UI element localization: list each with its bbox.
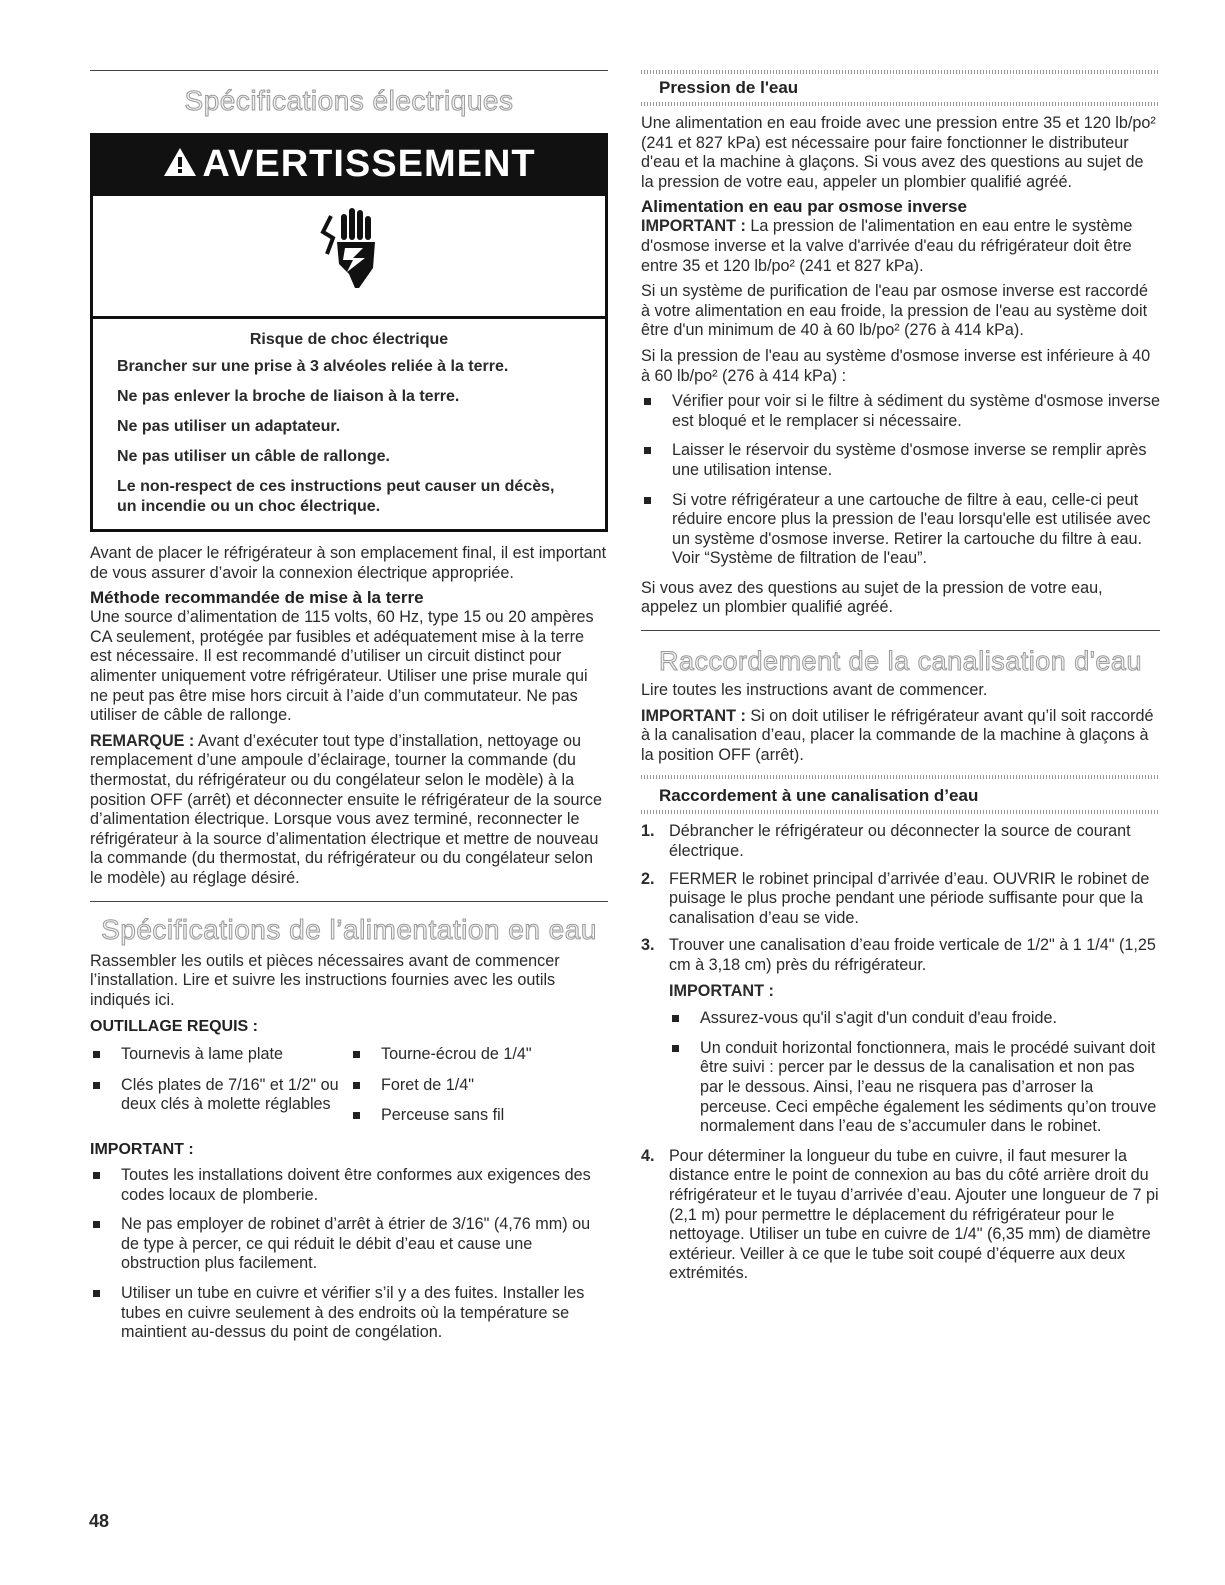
important-item: Ne pas employer de robinet d’arrêt à étrier de 3/16" (4,76 mm) ou de type à percer, ce qui réduit le débit d’eau et cause une obstruction plus facilement. xyxy=(90,1215,608,1274)
step3-important-label: IMPORTANT : xyxy=(669,981,774,1000)
pressure-text: Une alimentation en eau froide avec une pression entre 35 et 120 lb/po² (241 et 827 kPa) est nécessaire pour faire fonctionner le distributeur d'eau et la machine à glaçons. Si vous avez des questions au sujet de la pression de votre eau, appeler un plombier qualifié agréé. xyxy=(641,114,1156,191)
ro-paragraph: Si la pression de l'eau au système d'osmose inverse est inférieure à 40 à 60 lb/po² (276 à 414 kPa) : xyxy=(641,346,1151,385)
water-intro: Rassembler les outils et pièces nécessaires avant de commencer l’installation. Lire et suivre les instructions fournies avec les outils indiqués ici. xyxy=(90,951,560,1009)
warning-header-label: AVERTISSEMENT xyxy=(202,143,536,185)
tools-column xyxy=(90,1045,350,1137)
tool-item: Clés plates de 7/16" et 1/2" ou deux clés à molette réglables xyxy=(90,1076,350,1115)
important-item: Toutes les installations doivent être conformes aux exigences des codes locaux de plomberie. xyxy=(90,1166,608,1205)
step3-list xyxy=(669,1009,1160,1137)
ro-paragraph: Si un système de purification de l'eau par osmose inverse est raccordé à votre alimentation en eau froide, la pression de l'eau au système doit être d'un minimum de 40 à 60 lb/po² (276 à 414 kPa). xyxy=(641,282,1148,340)
connection-intro: Lire toutes les instructions avant de commencer. xyxy=(641,681,988,700)
step-item xyxy=(641,870,1160,929)
step-text: Pour déterminer la longueur du tube en cuivre, il faut mesurer la distance entre le point de connexion au bas du côté arrière droit du réfrigérateur et le tuyau d’arrivée d’eau. Ajouter une longueur de 7 pi (2,1 m) pour permettre le déplacement du réfrigérateur pour le nettoyage. Utiliser un tube en cuivre de 1/4" (6,35 mm) de diamètre extérieur. Veiller à ce que le tube soit coupé d’équerre aux deux extrémités. xyxy=(669,1146,1159,1283)
step-number: 1. xyxy=(641,822,655,841)
step-number: 3. xyxy=(641,936,655,955)
ro-item: Laisser le réservoir du système d'osmose inverse se remplir après une utilisation intense. xyxy=(641,441,1160,480)
important-heading: IMPORTANT : xyxy=(90,1141,194,1159)
water-specs-title: Spécifications de l’alimentation en eau xyxy=(101,913,597,945)
section-rule xyxy=(641,630,1160,631)
electrical-intro: Avant de placer le réfrigérateur à son emplacement final, il est important de vous assurer d’avoir la connexion électrique appropriée. xyxy=(90,544,607,582)
tools-list xyxy=(90,1045,608,1137)
ro-important-label: IMPORTANT : xyxy=(641,217,746,236)
step-item xyxy=(641,822,1160,861)
connection-subheading: Raccordement à une canalisation d’eau xyxy=(659,786,979,806)
tool-item: Tournevis à lame plate xyxy=(90,1045,350,1065)
ground-heading: Méthode recommandée de mise à la terre xyxy=(90,588,424,608)
step-text: Trouver une canalisation d’eau froide verticale de 1/2" à 1 1/4" (1,25 cm à 3,18 cm) près du réfrigérateur. xyxy=(669,936,1156,974)
warning-title: Risque de choc électrique xyxy=(249,331,449,348)
step3-item: Un conduit horizontal fonctionnera, mais le procédé suivant doit être suivi : percer par le dessus de la canalisation et non pas par le dessous. Ainsi, l’eau ne risquera pas d’arroser la perceuse. Ceci empêche également les sédiments qu’on trouve normalement dans l’eau de s’accumuler dans le robinet. xyxy=(669,1039,1160,1137)
electric-shock-icon xyxy=(93,196,605,319)
ro-item: Vérifier pour voir si le filtre à sédiment du système d'osmose inverse est bloqué et le remplacer si nécessaire. xyxy=(641,392,1160,431)
ro-important-text: La pression de l'alimentation en eau entre le système d'osmose inverse et la valve d'arrivée d'eau du réfrigérateur doit être entre 35 et 120 lb/po² (241 et 827 kPa). xyxy=(641,217,1133,275)
warning-text xyxy=(93,319,605,529)
section-rule xyxy=(90,70,608,71)
warning-line: Le non-respect de ces instructions peut causer un décès, un incendie ou un choc électrique. xyxy=(117,478,555,515)
tool-item: Tourne-écrou de 1/4" xyxy=(350,1045,608,1065)
electrical-specs-title: Spécifications électriques xyxy=(184,85,514,116)
step-text: Débrancher le réfrigérateur ou déconnecter la source de courant électrique. xyxy=(669,822,1131,861)
step-number: 4. xyxy=(641,1146,655,1165)
warning-triangle-icon xyxy=(162,142,198,190)
page-number: 48 xyxy=(89,1511,110,1531)
ground-text: Une source d’alimentation de 115 volts, 60 Hz, type 15 ou 20 ampères CA seulement, protégée par fusibles et adéquatement mise à la terre est nécessaire. Il est recommandé d’utiliser un circuit distinct pour alimenter uniquement votre réfrigérateur. Utiliser une prise murale qui ne peut pas être mise hors circuit à l’aide d’un commutateur. Ne pas utiliser de câble de rallonge. xyxy=(90,608,594,725)
tool-item: Perceuse sans fil xyxy=(350,1106,608,1126)
connection-important-label: IMPORTANT : xyxy=(641,706,746,725)
important-item: Utiliser un tube en cuivre et vérifier s’il y a des fuites. Installer les tubes en cuivre seulement à des endroits où la température se maintient au-dessus du point de congélation. xyxy=(90,1284,608,1343)
note-text: Avant d’exécuter tout type d’installation, nettoyage ou remplacement d’une ampoule d’éclairage, tourner la commande (du thermostat, du réfrigérateur ou du congélateur selon le modèle) à la position OFF (arrêt) et déconnecter ensuite le réfrigérateur de la source d’alimentation électrique. Lorsque vous avez terminé, reconnecter le réfrigérateur à la source d’alimentation électrique et mettre de nouveau la commande (du thermostat, du réfrigérateur ou du congélateur selon le modèle) au réglage désiré. xyxy=(90,731,602,887)
warning-line: Ne pas utiliser un adaptateur. xyxy=(117,418,341,435)
hatch-rule xyxy=(641,102,1160,106)
warning-line: Ne pas utiliser un câble de rallonge. xyxy=(117,448,390,465)
section-rule xyxy=(90,901,608,902)
ro-important xyxy=(641,217,1160,276)
hatch-rule xyxy=(641,810,1160,814)
step3-item: Assurez-vous qu'il s'agit d'un conduit d'eau froide. xyxy=(669,1009,1160,1029)
connection-title: Raccordement de la canalisation d'eau xyxy=(659,646,1142,677)
ro-paragraph: Si vous avez des questions au sujet de la pression de votre eau, appelez un plombier qualifié agréé. xyxy=(641,578,1103,617)
connection-important-text: Si on doit utiliser le réfrigérateur avant qu’il soit raccordé à la canalisation d’eau, placer la commande de la machine à glaçons à la position OFF (arrêt). xyxy=(641,706,1154,764)
pressure-heading: Pression de l'eau xyxy=(659,78,799,97)
steps-list xyxy=(641,822,1160,1283)
tools-column xyxy=(350,1045,608,1137)
tool-item: Foret de 1/4" xyxy=(350,1076,608,1096)
ro-heading: Alimentation en eau par osmose inverse xyxy=(641,197,967,217)
note-paragraph xyxy=(90,732,608,889)
warning-line: Brancher sur une prise à 3 alvéoles reliée à la terre. xyxy=(117,358,509,375)
ro-item: Si votre réfrigérateur a une cartouche de filtre à eau, celle-ci peut réduire encore plus la pression de l'eau lorsqu'elle est utilisée avec un système d'osmose inverse. Retirer la cartouche du filtre à eau. Voir “Système de filtration de l'eau”. xyxy=(641,491,1160,569)
ro-list xyxy=(641,392,1160,569)
connection-important xyxy=(641,707,1160,766)
warning-header xyxy=(93,136,605,196)
step-text: FERMER le robinet principal d’arrivée d’eau. OUVRIR le robinet de puisage le plus proche pendant une période suffisante pour que la canalisation d’eau se vide. xyxy=(669,869,1150,927)
left-column xyxy=(90,70,608,1353)
tools-heading: OUTILLAGE REQUIS : xyxy=(90,1018,258,1036)
step-number: 2. xyxy=(641,869,655,888)
step-item xyxy=(641,936,1160,1136)
warning-box xyxy=(90,133,608,532)
right-column xyxy=(641,70,1160,1292)
warning-line: Ne pas enlever la broche de liaison à la terre. xyxy=(117,388,460,405)
important-list xyxy=(90,1166,608,1343)
step-item xyxy=(641,1147,1160,1284)
note-label: REMARQUE : xyxy=(90,731,195,750)
